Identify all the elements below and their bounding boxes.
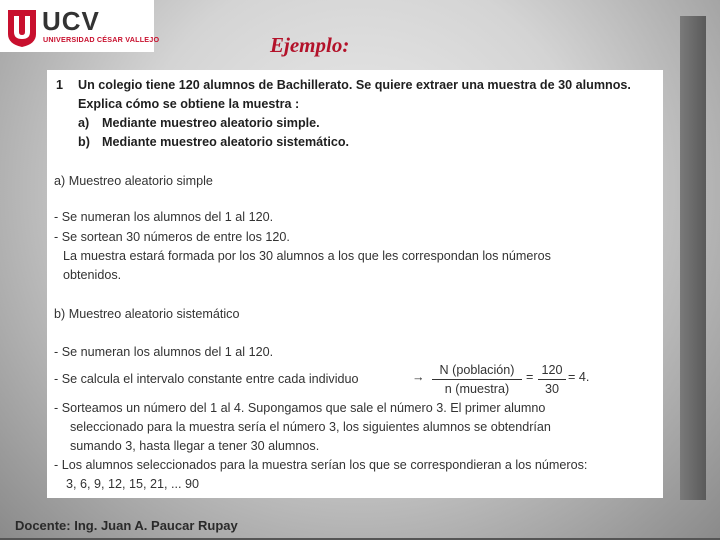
option-text: Mediante muestreo aleatorio sistemático.	[102, 135, 350, 149]
fraction-numerator: N (población)	[439, 363, 515, 377]
section-a-line: obtenidos.	[63, 268, 122, 282]
fraction-values	[538, 362, 566, 397]
fraction-bar	[432, 379, 522, 380]
section-b-line: - Los alumnos seleccionados para la muestra serían los que se correspondieran a los números:	[54, 458, 588, 472]
logo	[0, 0, 160, 52]
interval-formula	[412, 362, 602, 396]
ucv-shield-icon	[6, 8, 38, 48]
section-b-line: - Se calcula el intervalo constante entre cada individuo	[54, 372, 359, 386]
option-label: a)	[78, 116, 90, 130]
section-b-heading: b) Muestreo aleatorio sistemático	[54, 307, 240, 321]
arrow-icon: →	[412, 370, 425, 384]
fraction-denominator: n (muestra)	[444, 382, 510, 396]
question-option-a	[78, 114, 320, 133]
section-a-line: La muestra estará formada por los 30 alumnos a los que les correspondan los números	[63, 249, 551, 263]
side-decoration	[680, 16, 706, 500]
fraction-denominator: 30	[544, 382, 559, 396]
section-a-heading: a) Muestreo aleatorio simple	[54, 174, 213, 188]
section-a-line: - Se numeran los alumnos del 1 al 120.	[54, 210, 274, 224]
section-b-line: - Se numeran los alumnos del 1 al 120.	[54, 345, 274, 359]
fraction-bar	[538, 379, 566, 380]
section-b-line: sumando 3, hasta llegar a tener 30 alumnos.	[70, 439, 320, 453]
section-b-line: seleccionado para la muestra sería el número 3, los siguientes alumnos se obtendrían	[70, 420, 551, 434]
question-option-b	[78, 133, 349, 152]
section-b-line: - Sorteamos un número del 1 al 4. Supongamos que sale el número 3. El primer alumno	[54, 401, 546, 415]
logo-word: UCV	[42, 6, 100, 36]
footer-instructor: Docente: Ing. Juan A. Paucar Rupay	[15, 518, 238, 533]
equals-sign: =	[526, 370, 534, 384]
formula-result: = 4.	[568, 370, 590, 384]
section-b-line: 3, 6, 9, 12, 15, 21, ... 90	[66, 477, 200, 491]
fraction-numerator: 120	[541, 363, 563, 377]
question-number: 1	[56, 78, 64, 92]
fraction-population	[432, 362, 522, 397]
logo-subtitle: UNIVERSIDAD CÉSAR VALLEJO	[43, 35, 160, 44]
option-text: Mediante muestreo aleatorio simple.	[102, 116, 320, 130]
slide-title: Ejemplo:	[270, 33, 350, 57]
section-a-line: - Se sortean 30 números de entre los 120.	[54, 230, 290, 244]
option-label: b)	[78, 135, 90, 149]
question-text: Un colegio tiene 120 alumnos de Bachillerato. Se quiere extraer una muestra de 30 alumnos. Explica cómo se obtiene la muestra :	[78, 78, 631, 111]
